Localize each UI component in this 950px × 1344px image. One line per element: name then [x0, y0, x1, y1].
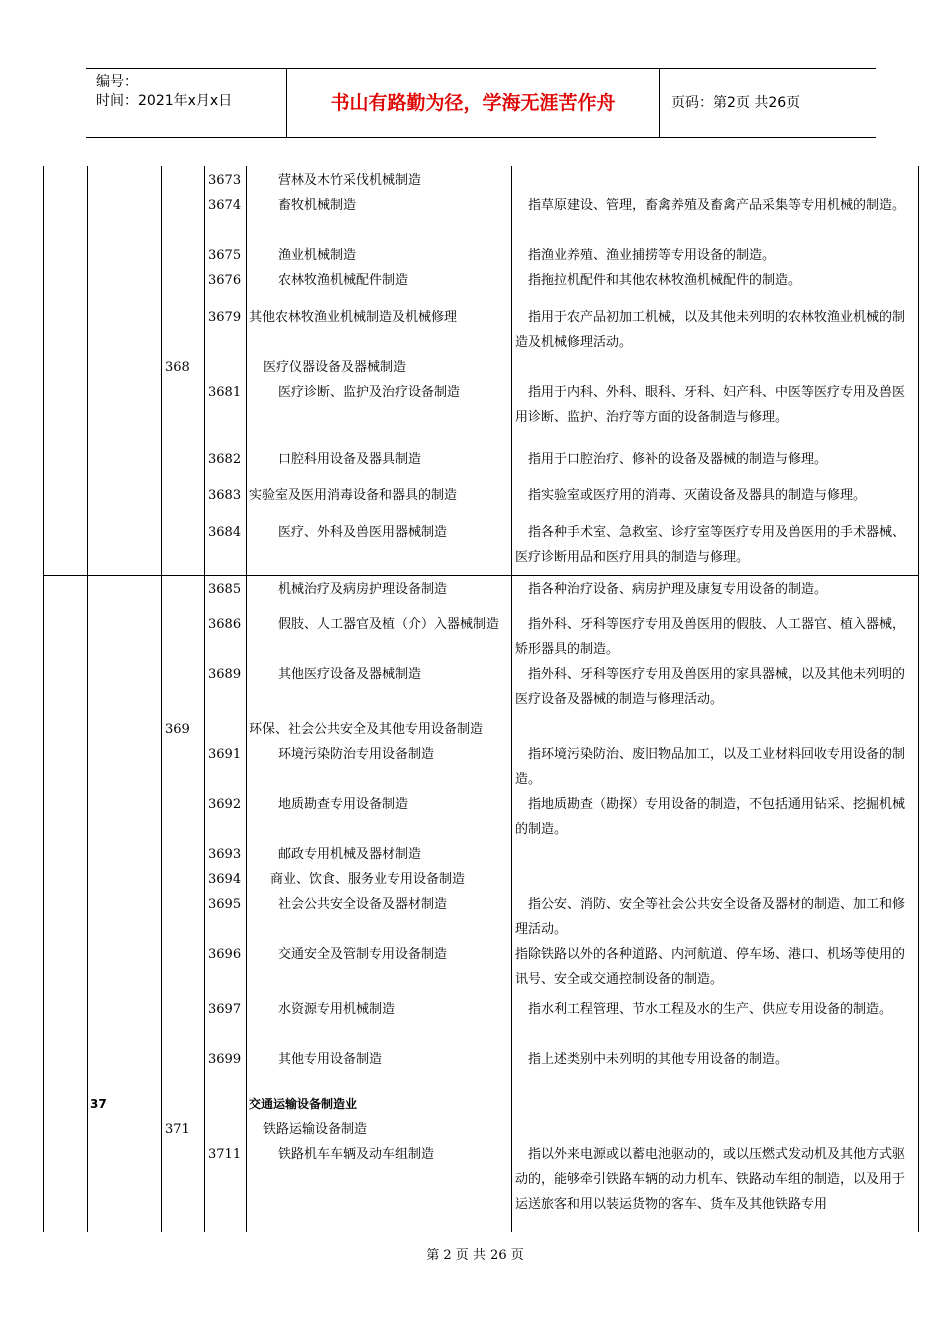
desc-3675: 指渔业养殖、渔业捕捞等专用设备的制造。 — [528, 248, 776, 263]
desc-3695: 指公安、消防、安全等社会公共安全设备及器材的制造、加工和修理活动。 — [515, 897, 906, 937]
code-3682: 3682 — [208, 452, 242, 467]
name-3689: 其他医疗设备及器械制造 — [278, 667, 422, 682]
header-page-label: 页码：第2页 共26页 — [671, 95, 801, 111]
name-3683: 实验室及医用消毒设备和器具的制造 — [249, 488, 458, 503]
name-3684: 医疗、外科及兽医用器械制造 — [278, 525, 448, 540]
name-3681: 医疗诊断、监护及治疗设备制造 — [278, 385, 461, 400]
name-3676: 农林牧渔机械配件制造 — [278, 273, 409, 288]
table-divider-3 — [204, 166, 205, 1232]
table-border-right — [918, 166, 919, 1232]
code-3711: 3711 — [208, 1147, 242, 1162]
desc-3682: 指用于口腔治疗、修补的设备及器械的制造与修理。 — [528, 452, 828, 467]
table-border-left — [43, 166, 44, 1232]
desc-3685: 指各种治疗设备、病房护理及康复专用设备的制造。 — [528, 582, 828, 597]
desc-3692: 指地质勘查（勘探）专用设备的制造，不包括通用钻采、挖掘机械的制造。 — [515, 797, 906, 837]
name-3674: 畜牧机械制造 — [278, 198, 357, 213]
page-header — [86, 68, 876, 138]
name-369: 环保、社会公共安全及其他专用设备制造 — [249, 722, 484, 737]
code-3694: 3694 — [208, 872, 242, 887]
category-37: 37 — [90, 1097, 107, 1111]
code-3674: 3674 — [208, 198, 242, 213]
name-3679: 其他农林牧渔业机械制造及机械修理 — [249, 310, 458, 325]
header-meta — [86, 69, 287, 137]
name-3682: 口腔科用设备及器具制造 — [278, 452, 422, 467]
name-3696: 交通安全及管制专用设备制造 — [278, 947, 448, 962]
name-3692: 地质勘查专用设备制造 — [278, 797, 409, 812]
table-row-separator — [43, 575, 919, 576]
table-divider-5 — [511, 166, 512, 1232]
desc-3699: 指上述类别中未列明的其他专用设备的制造。 — [528, 1052, 789, 1067]
desc-3681: 指用于内科、外科、眼科、牙科、妇产科、中医等医疗专用及兽医用诊断、监护、治疗等方面的设备制造与修理。 — [515, 385, 906, 425]
desc-3696: 指除铁路以外的各种道路、内河航道、停车场、港口、机场等使用的讯号、安全或交通控制设备的制造。 — [515, 947, 906, 987]
code-3697: 3697 — [208, 1002, 242, 1017]
desc-3697: 指水利工程管理、节水工程及水的生产、供应专用设备的制造。 — [528, 1002, 893, 1017]
code-3681: 3681 — [208, 385, 242, 400]
code-3686: 3686 — [208, 617, 242, 632]
desc-3691: 指环境污染防治、废旧物品加工，以及工业材料回收专用设备的制造。 — [515, 747, 906, 787]
desc-3674: 指草原建设、管理，畜禽养殖及畜禽产品采集等专用机械的制造。 — [528, 198, 906, 213]
doc-time-label: 时间：2021年x月x日 — [96, 93, 233, 109]
doc-number-label: 编号： — [96, 74, 138, 90]
code-3673: 3673 — [208, 173, 242, 188]
desc-3676: 指拖拉机配件和其他农林牧渔机械配件的制造。 — [528, 273, 802, 288]
code-3675: 3675 — [208, 248, 242, 263]
name-3686: 假肢、人工器官及植（介）入器械制造 — [278, 617, 500, 632]
class-371: 371 — [165, 1122, 190, 1137]
code-3683: 3683 — [208, 488, 242, 503]
page-footer: 第 2 页 共 26 页 — [426, 1248, 524, 1263]
code-3676: 3676 — [208, 273, 242, 288]
code-3699: 3699 — [208, 1052, 242, 1067]
name-3694: 商业、饮食、服务业专用设备制造 — [270, 872, 466, 887]
desc-3684: 指各种手术室、急救室、诊疗室等医疗专用及兽医用的手术器械、医疗诊断用品和医疗用具的制造与修理。 — [515, 525, 906, 565]
code-3689: 3689 — [208, 667, 242, 682]
class-369: 369 — [165, 722, 190, 737]
name-3697: 水资源专用机械制造 — [278, 1002, 396, 1017]
code-3695: 3695 — [208, 897, 242, 912]
code-3696: 3696 — [208, 947, 242, 962]
name-3711: 铁路机车车辆及动车组制造 — [278, 1147, 435, 1162]
code-3691: 3691 — [208, 747, 242, 762]
name-3673: 营林及木竹采伐机械制造 — [278, 173, 422, 188]
code-3679: 3679 — [208, 310, 242, 325]
class-368: 368 — [165, 360, 190, 375]
desc-3711: 指以外来电源或以蓄电池驱动的，或以压燃式发动机及其他方式驱动的，能够牵引铁路车辆的动力机车、铁路动车组的制造，以及用于运送旅客和用以装运货物的客车、货车及其他铁路专用 — [515, 1147, 906, 1212]
desc-3679: 指用于农产品初加工机械，以及其他未列明的农林牧渔业机械的制造及机械修理活动。 — [515, 310, 906, 350]
name-3691: 环境污染防治专用设备制造 — [278, 747, 435, 762]
table-divider-1 — [87, 166, 88, 1232]
code-3692: 3692 — [208, 797, 242, 812]
table-divider-2 — [161, 166, 162, 1232]
code-3685: 3685 — [208, 582, 242, 597]
desc-3689: 指外科、牙科等医疗专用及兽医用的家具器械，以及其他未列明的医疗设备及器械的制造与修理活动。 — [515, 667, 906, 707]
desc-3686: 指外科、牙科等医疗专用及兽医用的假肢、人工器官、植入器械，矫形器具的制造。 — [515, 617, 906, 657]
header-motto: 书山有路勤为径，学海无涯苦作舟 — [287, 69, 660, 137]
desc-3683: 指实验室或医疗用的消毒、灭菌设备及器具的制造与修理。 — [528, 488, 867, 503]
name-371: 铁路运输设备制造 — [263, 1122, 368, 1137]
name-368: 医疗仪器设备及器械制造 — [263, 360, 407, 375]
name-3693: 邮政专用机械及器材制造 — [278, 847, 422, 862]
name-37: 交通运输设备制造业 — [249, 1097, 358, 1111]
name-3695: 社会公共安全设备及器材制造 — [278, 897, 448, 912]
code-3684: 3684 — [208, 525, 242, 540]
name-3699: 其他专用设备制造 — [278, 1052, 383, 1067]
name-3685: 机械治疗及病房护理设备制造 — [278, 582, 448, 597]
code-3693: 3693 — [208, 847, 242, 862]
name-3675: 渔业机械制造 — [278, 248, 357, 263]
